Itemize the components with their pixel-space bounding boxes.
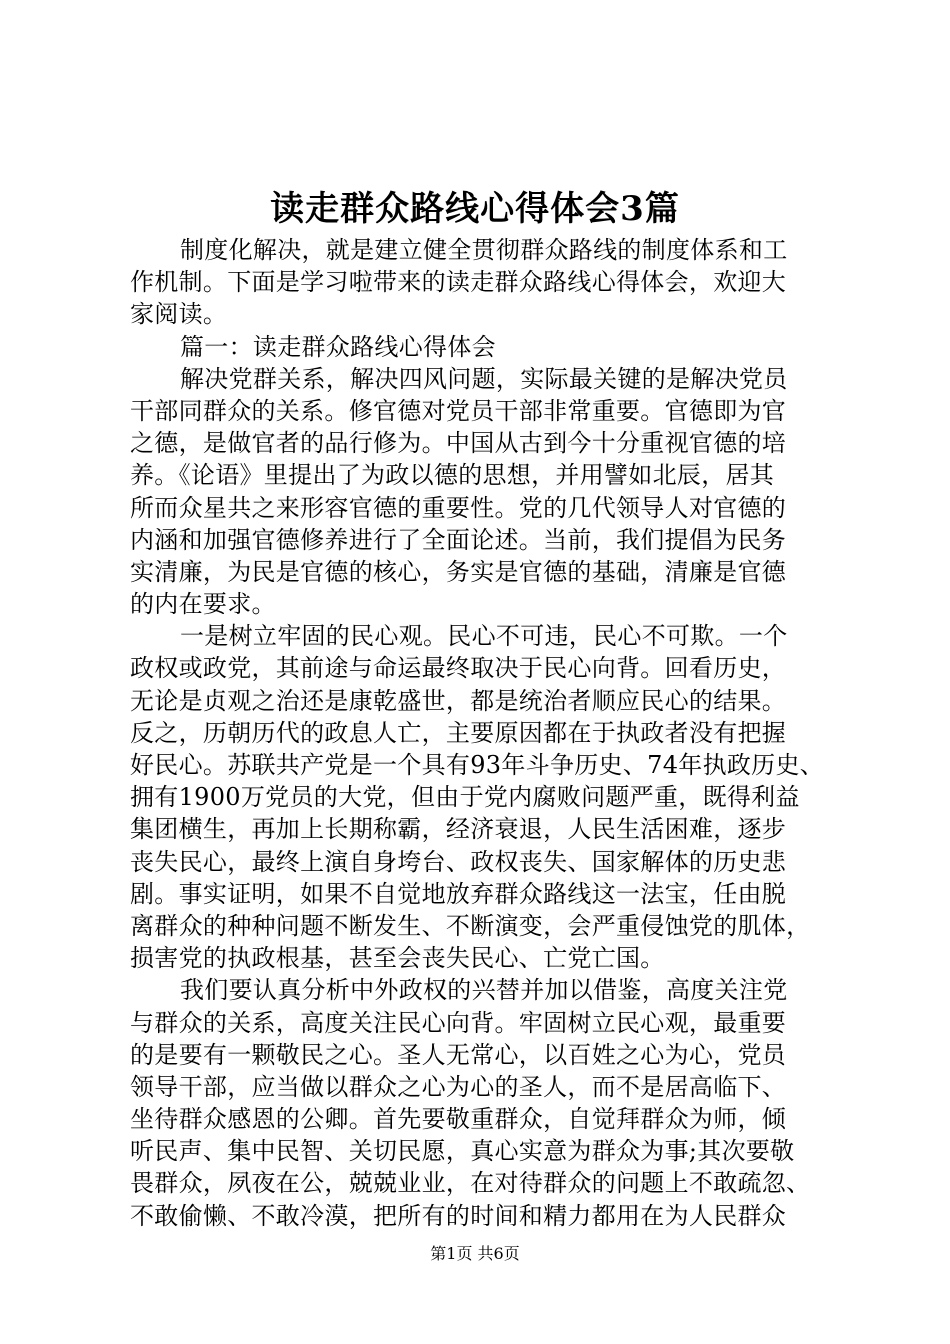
text-line: 内涵和加强官德修养进行了全面论述。当前，我们提倡为民务 bbox=[130, 525, 787, 554]
text-line: 作机制。下面是学习啦带来的读走群众路线心得体会，欢迎大 bbox=[130, 268, 787, 297]
text-line: 制度化解决，就是建立健全贯彻群众路线的制度体系和工 bbox=[180, 236, 788, 264]
text-line: 解决党群关系，解决四风问题，实际最关键的是解决党员 bbox=[180, 364, 788, 393]
text-line: 的是要有一颗敬民之心。圣人无常心，以百姓之心为心，党员 bbox=[130, 1040, 787, 1069]
text-line: 坐待群众感恩的公卿。首先要敬重群众，自觉拜群众为师，倾 bbox=[130, 1105, 787, 1134]
text-line: 我们要认真分析中外政权的兴替并加以借鉴，高度关注党 bbox=[180, 976, 788, 1005]
document-title: 读走群众路线心得体会3篇 bbox=[270, 189, 680, 229]
text-line: 之德，是做官者的品行修为。中国从古到今十分重视官德的培 bbox=[130, 429, 787, 458]
text-line: 畏群众，夙夜在公，兢兢业业，在对待群众的问题上不敢疏忽、 bbox=[130, 1169, 811, 1198]
text-line: 丧失民心，最终上演自身垮台、政权丧失、国家解体的历史悲 bbox=[130, 847, 787, 876]
page-indicator: 第1页 共6页 bbox=[430, 1244, 520, 1263]
text-line: 离群众的种种问题不断发生、不断演变，会严重侵蚀党的肌体， bbox=[130, 911, 811, 940]
document-body bbox=[130, 234, 830, 1232]
text-line: 一是树立牢固的民心观。民心不可违，民心不可欺。一个 bbox=[180, 622, 788, 651]
text-line: 好民心。苏联共产党是一个具有93年斗争历史、74年执政历史、 bbox=[130, 751, 825, 779]
text-line: 养。《论语》里提出了为政以德的思想，并用譬如北辰，居其 bbox=[130, 461, 775, 490]
text-line: 家阅读。 bbox=[130, 300, 228, 329]
text-line: 干部同群众的关系。修官德对党员干部非常重要。官德即为官 bbox=[130, 396, 787, 425]
text-line: 集团横生，再加上长期称霸，经济衰退，人民生活困难，逐步 bbox=[130, 815, 787, 844]
text-line: 的内在要求。 bbox=[130, 590, 276, 619]
text-line: 实清廉，为民是官德的核心，务实是官德的基础，清廉是官德 bbox=[130, 557, 787, 586]
text-line: 听民声、集中民智、关切民愿，真心实意为群众为事;其次要敬 bbox=[130, 1137, 795, 1166]
text-line: 政权或政党，其前途与命运最终取决于民心向背。回看历史， bbox=[130, 654, 787, 683]
text-line: 与群众的关系，高度关注民心向背。牢固树立民心观，最重要 bbox=[130, 1008, 787, 1037]
text-line: 篇一：读走群众路线心得体会 bbox=[180, 332, 496, 361]
text-line: 领导干部，应当做以群众之心为心的圣人，而不是居高临下、 bbox=[130, 1072, 787, 1101]
text-line: 无论是贞观之治还是康乾盛世，都是统治者顺应民心的结果。 bbox=[130, 686, 787, 715]
text-line: 损害党的执政根基，甚至会丧失民心、亡党亡国。 bbox=[130, 944, 665, 973]
text-line: 拥有1900万党员的大党，但由于党内腐败问题严重，既得利益 bbox=[130, 783, 800, 812]
text-line: 反之，历朝历代的政息人亡，主要原因都在于执政者没有把握 bbox=[130, 718, 787, 747]
text-line: 所而众星共之来形容官德的重要性。党的几代领导人对官德的 bbox=[130, 493, 787, 522]
text-line: 不敢偷懒、不敢冷漠，把所有的时间和精力都用在为人民群众 bbox=[130, 1201, 787, 1230]
text-line: 剧。事实证明，如果不自觉地放弃群众路线这一法宝，任由脱 bbox=[130, 879, 787, 908]
